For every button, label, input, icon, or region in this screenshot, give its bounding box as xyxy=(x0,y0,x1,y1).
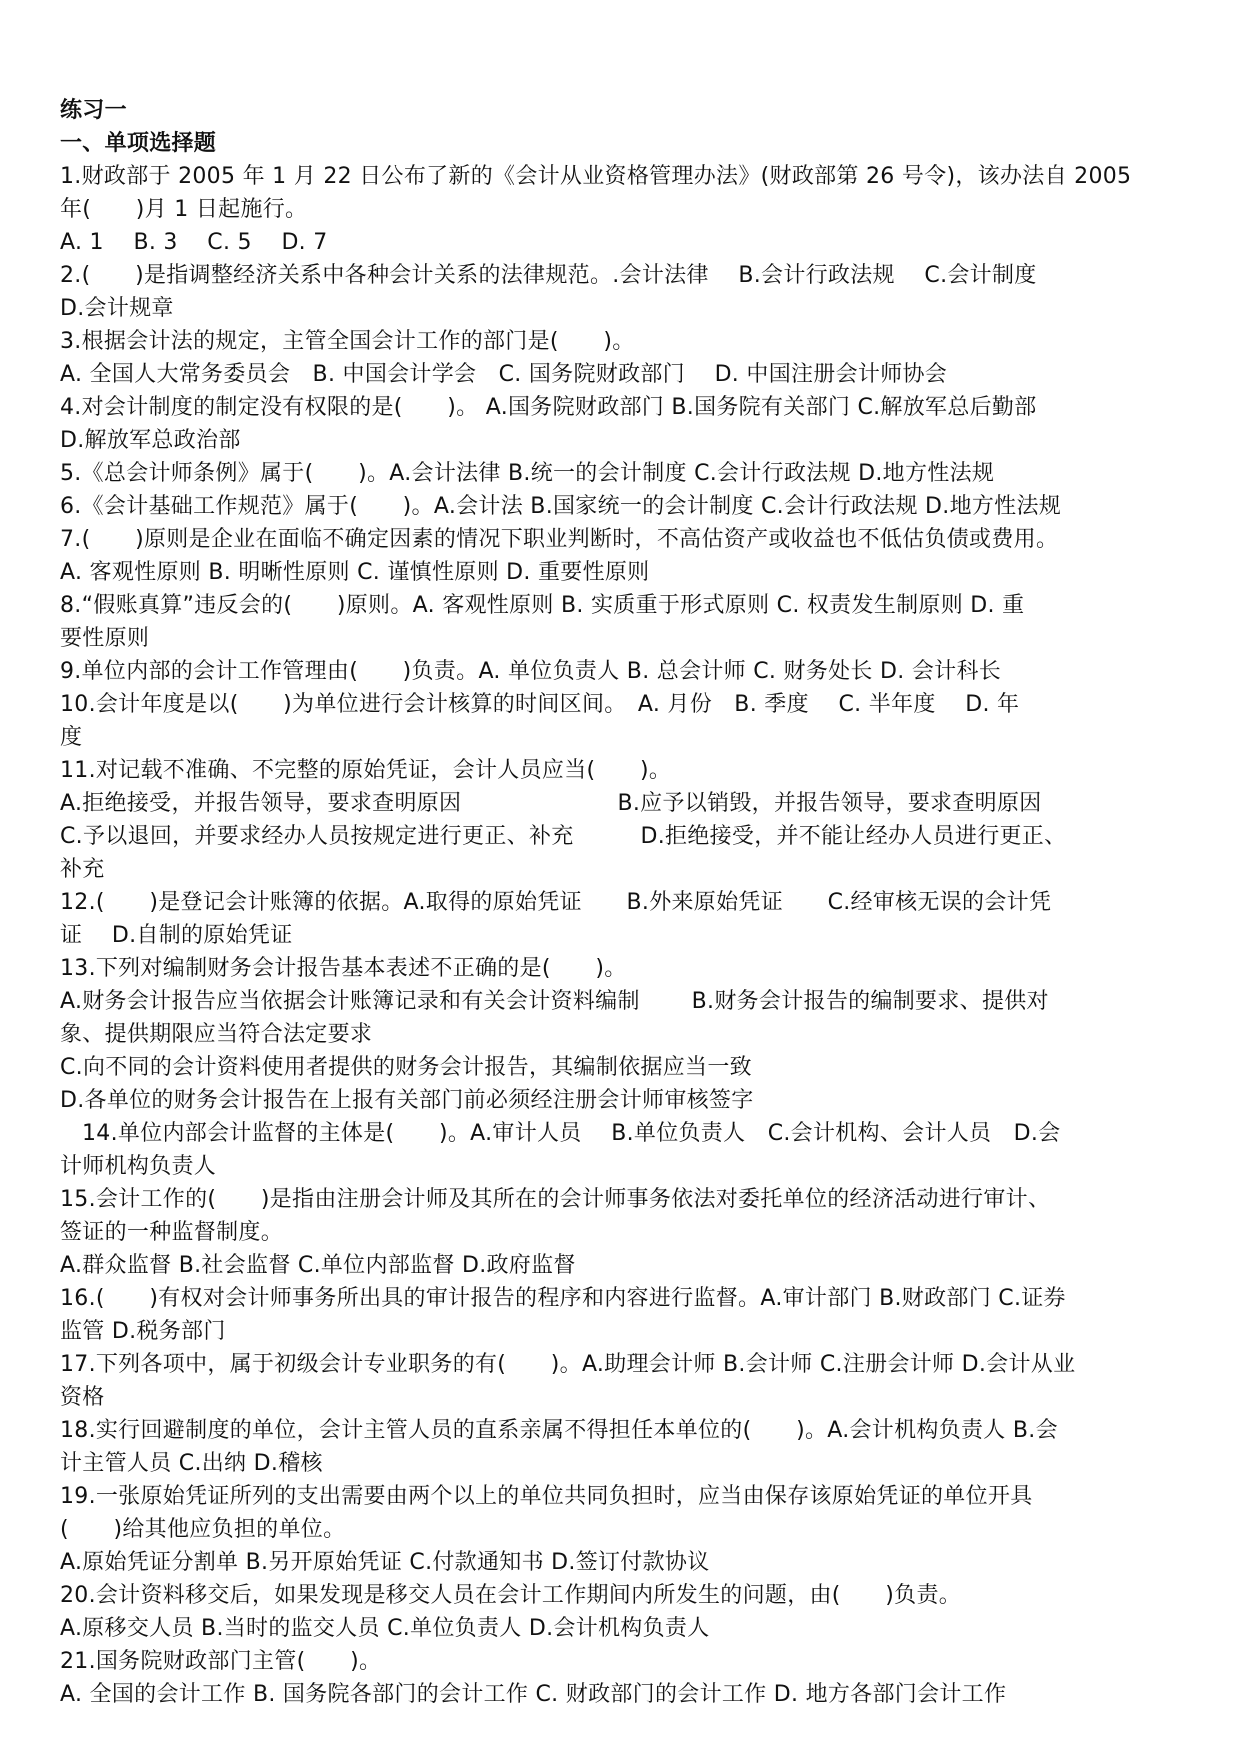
text-line: 12.( )是登记会计账簿的依据。A.取得的原始凭证 B.外来原始凭证 C.经审核无误的会计凭 xyxy=(60,890,1052,915)
text-line: 要性原则 xyxy=(60,626,150,651)
text-line: 监管 D.税务部门 xyxy=(60,1319,226,1344)
document-page xyxy=(60,94,1190,1711)
text-line: A. 全国人大常务委员会 B. 中国会计学会 C. 国务院财政部门 D. 中国注册会计师协会 xyxy=(60,362,948,387)
text-line: 10.会计年度是以( )为单位进行会计核算的时间区间。 A. 月份 B. 季度 C. 半年度 D. 年 xyxy=(60,692,1020,717)
text-line: 16.( )有权对会计师事务所出具的审计报告的程序和内容进行监督。A.审计部门 B.财政部门 C.证券 xyxy=(60,1286,1066,1311)
text-line: 8.“假账真算”违反会的( )原则。A. 客观性原则 B. 实质重于形式原则 C. 权责发生制原则 D. 重 xyxy=(60,593,1025,618)
text-line: 11.对记载不准确、不完整的原始凭证，会计人员应当( )。 xyxy=(60,758,672,783)
text-line: A. 全国的会计工作 B. 国务院各部门的会计工作 C. 财政部门的会计工作 D. 地方各部门会计工作 xyxy=(60,1682,1007,1707)
text-line: 19.一张原始凭证所列的支出需要由两个以上的单位共同负担时，应当由保存该原始凭证的单位开具 xyxy=(60,1484,1033,1509)
text-line: 15.会计工作的( )是指由注册会计师及其所在的会计师事务依法对委托单位的经济活动进行审计、 xyxy=(60,1187,1051,1212)
text-line: 计师机构负责人 xyxy=(60,1154,217,1179)
text-line: 签证的一种监督制度。 xyxy=(60,1220,284,1245)
text-line: 4.对会计制度的制定没有权限的是( )。 A.国务院财政部门 B.国务院有关部门 C.解放军总后勤部 xyxy=(60,395,1037,420)
text-line: 3.根据会计法的规定，主管全国会计工作的部门是( )。 xyxy=(60,329,635,354)
text-line: 7.( )原则是企业在面临不确定因素的情况下职业判断时，不高估资产或收益也不低估负债或费用。 xyxy=(60,527,1059,552)
text-line: 21.国务院财政部门主管( )。 xyxy=(60,1649,382,1674)
text-line: D.会计规章 xyxy=(60,296,174,321)
text-line: 计主管人员 C.出纳 D.稽核 xyxy=(60,1451,323,1476)
text-line: 证 D.自制的原始凭证 xyxy=(60,923,293,948)
text-line: A.财务会计报告应当依据会计账簿记录和有关会计资料编制 B.财务会计报告的编制要求、提供对 xyxy=(60,989,1049,1014)
text-line: C.予以退回，并要求经办人员按规定进行更正、补充 D.拒绝接受，并不能让经办人员进行更正、 xyxy=(60,824,1067,849)
text-line: 18.实行回避制度的单位，会计主管人员的直系亲属不得担任本单位的( )。A.会计机构负责人 B.会 xyxy=(60,1418,1058,1443)
section-heading: 一、单项选择题 xyxy=(60,131,217,156)
text-line: 17.下列各项中，属于初级会计专业职务的有( )。A.助理会计师 B.会计师 C.注册会计师 D.会计从业 xyxy=(60,1352,1076,1377)
text-line: 补充 xyxy=(60,857,105,882)
text-line: 14.单位内部会计监督的主体是( )。A.审计人员 B.单位负责人 C.会计机构、会计人员 D.会 xyxy=(82,1121,1061,1146)
question-list xyxy=(60,160,1190,1711)
text-line: 6.《会计基础工作规范》属于( )。A.会计法 B.国家统一的会计制度 C.会计行政法规 D.地方性法规 xyxy=(60,494,1062,519)
text-line: A.拒绝接受，并报告领导，要求查明原因 B.应予以销毁，并报告领导，要求查明原因 xyxy=(60,791,1042,816)
text-line: D.解放军总政治部 xyxy=(60,428,241,453)
text-line: A.原始凭证分割单 B.另开原始凭证 C.付款通知书 D.签订付款协议 xyxy=(60,1550,710,1575)
text-line: 年( )月 1 日起施行。 xyxy=(60,197,308,222)
text-line: C.向不同的会计资料使用者提供的财务会计报告，其编制依据应当一致 xyxy=(60,1055,752,1080)
text-line: 13.下列对编制财务会计报告基本表述不正确的是( )。 xyxy=(60,956,627,981)
text-line: ( )给其他应负担的单位。 xyxy=(60,1517,346,1542)
text-line: 20.会计资料移交后，如果发现是移交人员在会计工作期间内所发生的问题，由( )负责。 xyxy=(60,1583,962,1608)
text-line: 1.财政部于 2005 年 1 月 22 日公布了新的《会计从业资格管理办法》(财政部第 26 号令)，该办法自 2005 xyxy=(60,164,1132,189)
text-line: 2.( )是指调整经济关系中各种会计关系的法律规范。.会计法律 B.会计行政法规 C.会计制度 xyxy=(60,263,1037,288)
text-line: D.各单位的财务会计报告在上报有关部门前必须经注册会计师审核签字 xyxy=(60,1088,754,1113)
text-line: A. 客观性原则 B. 明晰性原则 C. 谨慎性原则 D. 重要性原则 xyxy=(60,560,650,585)
text-line: A. 1 B. 3 C. 5 D. 7 xyxy=(60,230,328,255)
text-line: 度 xyxy=(60,725,83,750)
text-line: 5.《总会计师条例》属于( )。A.会计法律 B.统一的会计制度 C.会计行政法规 D.地方性法规 xyxy=(60,461,995,486)
text-line: 象、提供期限应当符合法定要求 xyxy=(60,1022,373,1047)
exercise-title: 练习一 xyxy=(60,98,127,123)
text-line: 资格 xyxy=(60,1385,105,1410)
text-line: 9.单位内部的会计工作管理由( )负责。A. 单位负责人 B. 总会计师 C. 财务处长 D. 会计科长 xyxy=(60,659,1002,684)
text-line: A.群众监督 B.社会监督 C.单位内部监督 D.政府监督 xyxy=(60,1253,576,1278)
text-line: A.原移交人员 B.当时的监交人员 C.单位负责人 D.会计机构负责人 xyxy=(60,1616,710,1641)
